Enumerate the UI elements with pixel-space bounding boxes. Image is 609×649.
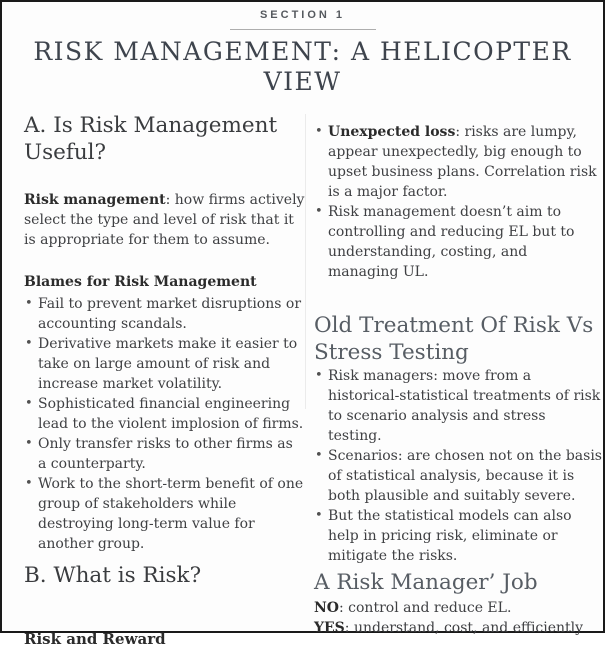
job-no-text: : control and reduce EL. — [339, 600, 512, 616]
list-item-text: : risks are lumpy, appear unexpectedly, big enough to upset business plans. Correlation risk is a major factor. — [328, 124, 597, 200]
list-item: • Risk managers: move from a historical-statistical treatments of risk to scenario analysis and stress testing. — [314, 366, 602, 446]
blames-heading — [24, 272, 305, 292]
list-item: • Fail to prevent market disruptions or accounting scandals. — [24, 294, 305, 334]
heading-what-is-risk: B. What is Risk? — [24, 563, 202, 588]
job-yes-term: YES — [314, 620, 345, 636]
clipped-heading: Risk and Reward — [24, 630, 166, 648]
list-item-text: Risk management doesn’t aim to controlling and reducing EL but to understanding, costing, and managing UL. — [328, 204, 575, 280]
job-no-term: NO — [314, 600, 339, 616]
old-treatment-list — [314, 366, 602, 566]
unexpected-loss-term: Unexpected loss — [328, 124, 456, 140]
page-title-line-2: VIEW — [263, 67, 342, 96]
page-title — [2, 37, 603, 97]
job-no-line — [314, 598, 602, 618]
heading-risk-manager-job: A Risk Manager’ Job — [314, 570, 538, 595]
blames-list — [24, 294, 305, 554]
definition-term: Risk management — [24, 192, 166, 208]
list-item: • Work to the short-term benefit of one group of stakeholders while destroying long-term value for another group. — [24, 474, 305, 554]
job-yes-line — [314, 618, 602, 638]
list-item: • But the statistical models can also help in pricing risk, eliminate or mitigate the risks. — [314, 506, 602, 566]
job-yes-text: : understand, cost, and efficiently — [344, 620, 584, 636]
kicker-divider — [230, 29, 376, 30]
heading-is-risk-management-useful: A. Is Risk Management Useful? — [24, 113, 278, 165]
risk-management-definition — [24, 190, 305, 250]
list-item: • Sophisticated financial engineering lead to the violent implosion of firms. — [24, 394, 305, 434]
page-title-line-1: RISK MANAGEMENT: A HELICOPTER — [33, 37, 572, 66]
list-item: • Scenarios: are chosen not on the basis of statistical analysis, because it is both plausible and suitably severe. — [314, 446, 602, 506]
blames-heading-text: Blames for Risk Management — [24, 274, 257, 290]
list-item — [314, 202, 602, 282]
unexpected-loss-list — [314, 122, 602, 282]
list-item: • Only transfer risks to other firms as a counterparty. — [24, 434, 305, 474]
definition-text: : how firms actively select the type and level of risk that it is appropriate for them to assume. — [24, 192, 305, 248]
section-kicker: SECTION 1 — [259, 9, 346, 21]
column-divider — [305, 114, 306, 409]
page-header — [2, 9, 603, 97]
list-item — [314, 122, 602, 202]
list-item: • Derivative markets make it easier to take on large amount of risk and increase market volatility. — [24, 334, 305, 394]
heading-old-treatment: Old Treatment Of Risk Vs Stress Testing — [314, 313, 594, 365]
